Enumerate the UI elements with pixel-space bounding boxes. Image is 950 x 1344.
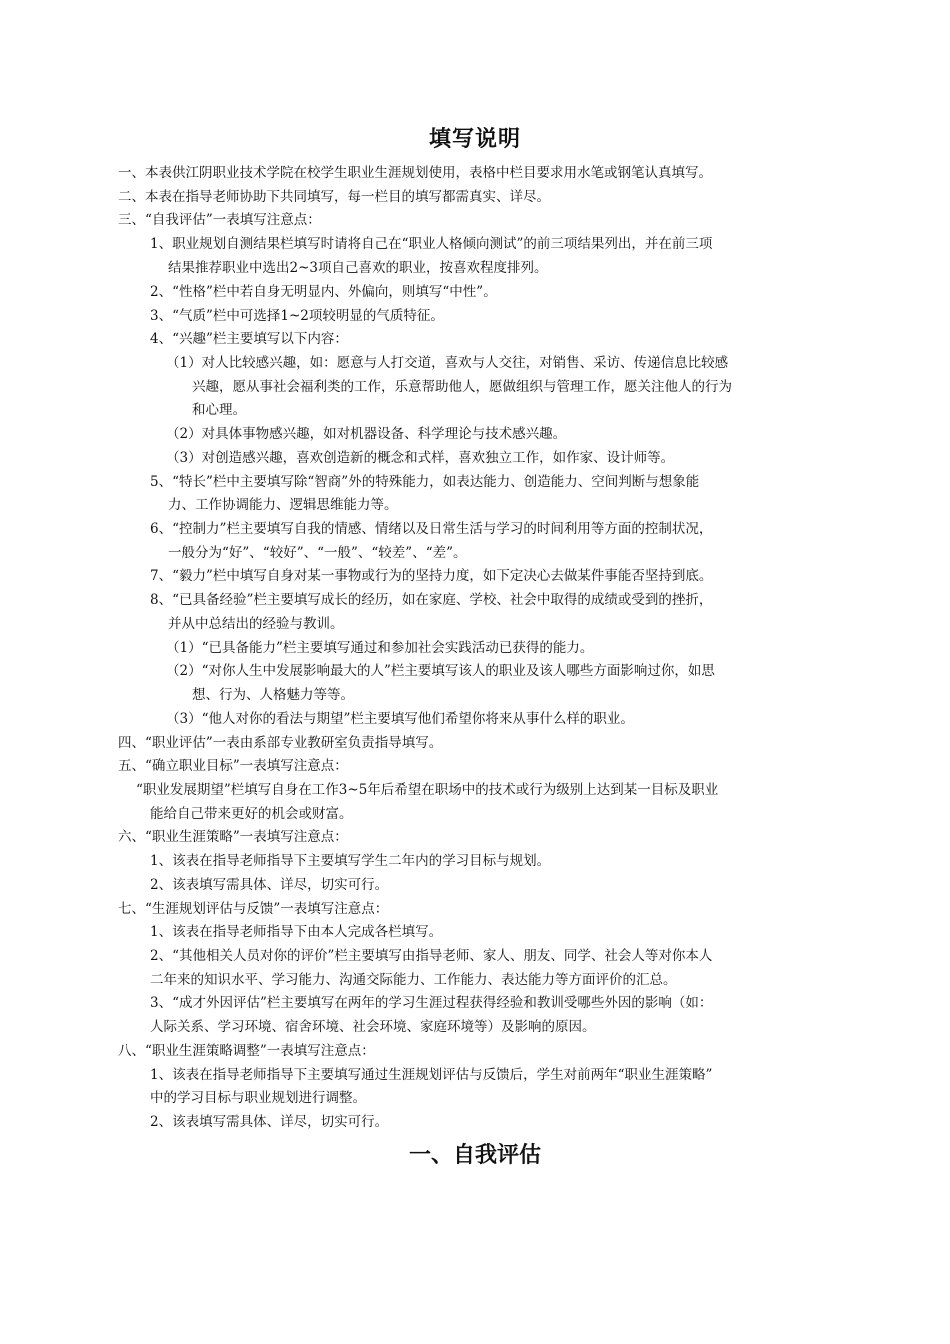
instruction-line: 2、该表填写需具体、详尽，切实可行。 — [150, 877, 389, 893]
instruction-line: 七、“生涯规划评估与反馈”一表填写注意点： — [118, 901, 389, 917]
instruction-line: 八、“职业生涯策略调整”一表填写注意点： — [118, 1043, 375, 1059]
instruction-line: 兴趣，愿从事社会福利类的工作，乐意帮助他人，愿做组织与管理工作，愿关注他人的行为 — [192, 379, 732, 395]
instruction-line: 3、“成才外因评估”栏主要填写在两年的学习生涯过程获得经验和教训受哪些外因的影响（如： — [150, 995, 713, 1011]
instruction-line: 8、“已具备经验”栏主要填写成长的经历，如在家庭、学校、社会中取得的成绩或受到的挫折， — [150, 592, 713, 608]
instruction-line: （3）“他人对你的看法与期望”栏主要填写他们希望你将来从事什么样的职业。 — [166, 711, 634, 727]
instruction-line: 1、该表在指导老师指导下由本人完成各栏填写。 — [150, 924, 443, 940]
instruction-line: “职业发展期望”栏填写自身在工作3~5年后希望在职场中的技术或行为级别上达到某一目标及职业 — [136, 782, 719, 798]
instruction-line: 并从中总结出的经验与教训。 — [168, 616, 344, 632]
instruction-line: 六、“职业生涯策略”一表填写注意点： — [118, 829, 348, 845]
instruction-line: 2、该表填写需具体、详尽，切实可行。 — [150, 1114, 389, 1130]
instruction-line: 1、该表在指导老师指导下主要填写通过生涯规划评估与反馈后，学生对前两年“职业生涯策略” — [150, 1067, 713, 1083]
instruction-line: 3、“气质”栏中可选择1~2项较明显的气质特征。 — [150, 308, 444, 324]
instruction-line: （1）“已具备能力”栏主要填写通过和参加社会实践活动已获得的能力。 — [166, 640, 594, 656]
instruction-line: 二年来的知识水平、学习能力、沟通交际能力、工作能力、表达能力等方面评价的汇总。 — [150, 972, 677, 988]
instruction-line: 五、“确立职业目标”一表填写注意点： — [118, 758, 348, 774]
instruction-line: 2、“性格”栏中若自身无明显内、外偏向，则填写“中性”。 — [150, 284, 497, 300]
instruction-line: 7、“毅力”栏中填写自身对某一事物或行为的坚持力度，如下定决心去做某件事能否坚持到底。 — [150, 568, 713, 584]
instruction-line: （1）对人比较感兴趣，如：愿意与人打交道，喜欢与人交往，对销售、采访、传递信息比较感 — [166, 355, 729, 371]
instruction-line: （2）“对你人生中发展影响最大的人”栏主要填写该人的职业及该人哪些方面影响过你，如思 — [166, 663, 715, 679]
instruction-line: 5、“特长”栏中主要填写除“智商”外的特殊能力，如表达能力、创造能力、空间判断与想象能 — [150, 474, 700, 490]
instruction-line: 一、本表供江阴职业技术学院在校学生职业生涯规划使用，表格中栏目要求用水笔或钢笔认真填写。 — [118, 165, 712, 181]
page-title: 填写说明 — [428, 127, 521, 152]
instruction-line: 4、“兴趣”栏主要填写以下内容： — [150, 331, 348, 347]
instruction-line: 2、“其他相关人员对你的评价”栏主要填写由指导老师、家人、朋友、同学、社会人等对你本人 — [150, 948, 713, 964]
instruction-line: 三、“自我评估”一表填写注意点： — [118, 212, 321, 228]
instruction-line: 1、该表在指导老师指导下主要填写学生二年内的学习目标与规划。 — [150, 853, 551, 869]
instruction-line: 中的学习目标与职业规划进行调整。 — [150, 1090, 366, 1106]
instruction-line: （3）对创造感兴趣，喜欢创造新的概念和式样，喜欢独立工作，如作家、设计师等。 — [166, 450, 675, 466]
instruction-line: 二、本表在指导老师协助下共同填写，每一栏目的填写都需真实、详尽。 — [118, 189, 550, 205]
instruction-line: 1、职业规划自测结果栏填写时请将自己在“职业人格倾向测试”的前三项结果列出，并在前三项 — [150, 236, 713, 252]
instruction-line: 想、行为、人格魅力等等。 — [192, 687, 354, 703]
instruction-line: 力、工作协调能力、逻辑思维能力等。 — [168, 497, 398, 513]
instruction-line: 能给自己带来更好的机会或财富。 — [150, 806, 353, 822]
instruction-line: 和心理。 — [192, 402, 246, 418]
instruction-line: （2）对具体事物感兴趣，如对机器设备、科学理论与技术感兴趣。 — [166, 426, 567, 442]
instruction-line: 人际关系、学习环境、宿舍环境、社会环境、家庭环境等）及影响的原因。 — [150, 1019, 596, 1035]
section-heading: 一、自我评估 — [408, 1143, 541, 1168]
instruction-line: 结果推荐职业中选出2~3项自己喜欢的职业，按喜欢程度排列。 — [168, 260, 548, 276]
instruction-line: 四、“职业评估”一表由系部专业教研室负责指导填写。 — [118, 735, 443, 751]
instruction-line: 一般分为“好”、“较好”、“一般”、“较差”、“差”。 — [168, 545, 467, 561]
instruction-line: 6、“控制力”栏主要填写自我的情感、情绪以及日常生活与学习的时间利用等方面的控制状况， — [150, 521, 713, 537]
